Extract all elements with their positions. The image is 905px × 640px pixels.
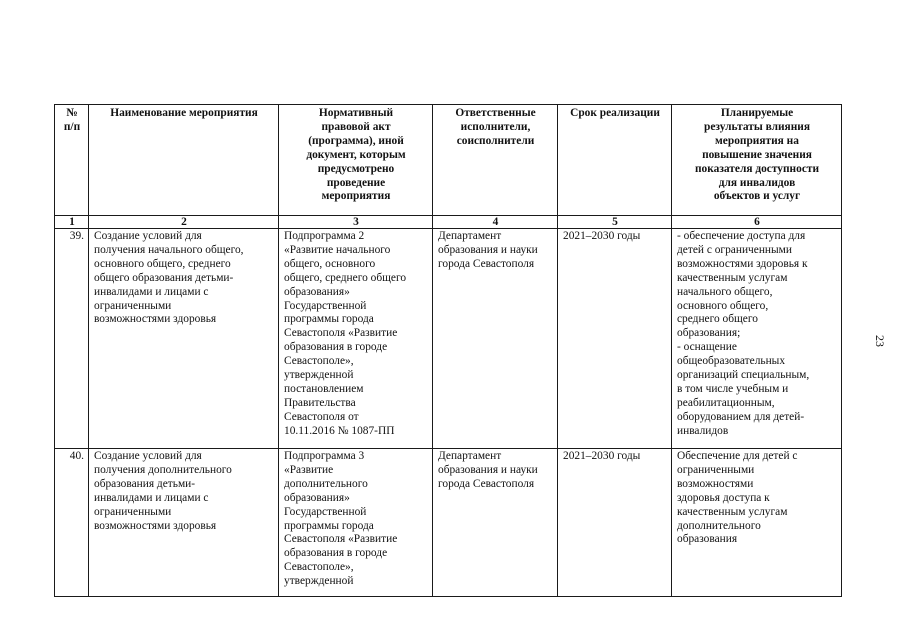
text-line: возможностями здоровья — [94, 313, 217, 326]
text-line: общего, среднего общего — [284, 271, 407, 284]
text-line: результаты влияния — [704, 120, 810, 133]
text-line: Ответственные — [455, 107, 536, 119]
header-planned-results — [672, 105, 842, 216]
text-line: документ, которым — [306, 148, 406, 161]
page-number: 23 — [873, 335, 887, 347]
text-line: «Развитие начального — [284, 243, 391, 256]
text-line: образования» — [284, 491, 350, 504]
text-line: - обеспечение доступа для — [677, 230, 806, 242]
text-line: Севастополе», — [284, 561, 354, 574]
table-row — [55, 229, 842, 449]
text-line: Государственной — [284, 299, 367, 312]
text-line: возможностями здоровья — [94, 519, 217, 532]
text-line: качественным услугам — [677, 271, 788, 284]
text-line: программы города — [284, 519, 374, 532]
text-line: Подпрограмма 2 — [284, 230, 365, 242]
text-line: получения дополнительного — [94, 463, 232, 476]
activity-name — [89, 229, 279, 449]
text-line: среднего общего — [677, 313, 758, 326]
text-line: инвалидов — [677, 424, 729, 437]
text-line: мероприятия на — [715, 134, 799, 147]
text-line: образования; — [677, 327, 741, 340]
column-number-row — [55, 216, 842, 229]
header-activity-name — [89, 105, 279, 216]
header-number — [55, 105, 89, 216]
text-line: соисполнители — [456, 134, 535, 147]
term — [558, 229, 672, 449]
text-line: образования и науки — [438, 463, 538, 476]
text-line: города Севастополя — [438, 257, 535, 270]
text-line: проведение — [326, 176, 386, 189]
text-line: предусмотрено — [317, 162, 395, 175]
text-line: организаций специальным, — [677, 369, 810, 382]
executors — [433, 449, 558, 597]
column-number: 3 — [279, 216, 433, 229]
text-line: Создание условий для — [94, 230, 202, 242]
text-line: города Севастополя — [438, 477, 535, 490]
text-line: Наименование мероприятия — [110, 107, 258, 119]
text-line: Департамент — [438, 450, 502, 462]
text-line: 10.11.2016 № 1087-ПП — [284, 424, 395, 437]
text-line: образования» — [284, 285, 350, 298]
text-line: Севастополе», — [284, 355, 354, 368]
text-line: общеобразовательных — [677, 355, 786, 368]
legal-act — [279, 449, 433, 597]
text-line: образования и науки — [438, 243, 538, 256]
text-line: получения начального общего, — [94, 243, 244, 256]
planned-results — [672, 449, 842, 597]
text-line: основного общего, — [677, 299, 769, 312]
text-line: 2021–2030 годы — [563, 230, 641, 242]
text-line: общего образования детьми- — [94, 271, 234, 284]
text-line: возможностями здоровья к — [677, 257, 808, 270]
text-line: оборудованием для детей- — [677, 410, 805, 423]
text-line: образования в городе — [284, 341, 388, 354]
text-line: исполнители, — [460, 120, 531, 133]
text-line: повышение значения — [702, 148, 812, 161]
text-line: детей с ограниченными — [677, 243, 792, 256]
text-line: программы города — [284, 313, 374, 326]
header-executors — [433, 105, 558, 216]
text-line: показателя доступности — [694, 162, 820, 175]
row-number: 39. — [55, 229, 89, 449]
header-legal-act — [279, 105, 433, 216]
text-line: в том числе учебным и — [677, 382, 789, 395]
text-line: реабилитационным, — [677, 396, 775, 409]
activity-name — [89, 449, 279, 597]
text-line: объектов и услуг — [713, 190, 801, 203]
text-line: образования в городе — [284, 547, 388, 560]
text-line: мероприятия — [321, 190, 391, 203]
text-line: Севастополя от — [284, 410, 359, 423]
text-line: Срок реализации — [570, 107, 660, 119]
table-row — [55, 449, 842, 597]
text-line: инвалидами и лицами с — [94, 491, 209, 504]
text-line: основного общего, среднего — [94, 257, 231, 270]
column-number: 2 — [89, 216, 279, 229]
text-line: ограниченными — [94, 299, 172, 312]
text-line: п/п — [63, 120, 81, 133]
text-line: утвержденной — [284, 369, 354, 382]
text-line: правовой акт — [321, 120, 391, 133]
text-line: «Развитие — [284, 463, 334, 476]
column-number: 5 — [558, 216, 672, 229]
planned-results — [672, 229, 842, 449]
text-line: Департамент — [438, 230, 502, 242]
table-header-row — [55, 105, 842, 216]
text-line: Создание условий для — [94, 450, 202, 462]
text-line: дополнительного — [677, 519, 761, 532]
activities-table — [54, 104, 842, 597]
text-line: Подпрограмма 3 — [284, 450, 365, 462]
text-line: инвалидами и лицами с — [94, 285, 209, 298]
text-line: Планируемые — [720, 107, 794, 119]
text-line: постановлением — [284, 382, 364, 395]
text-line: образования — [677, 533, 738, 546]
text-line: Севастополя «Развитие — [284, 327, 398, 340]
text-line: дополнительного — [284, 477, 368, 490]
text-line: ограниченными — [677, 463, 755, 476]
column-number: 6 — [672, 216, 842, 229]
header-term — [558, 105, 672, 216]
text-line: начального общего, — [677, 285, 773, 298]
executors — [433, 229, 558, 449]
column-number: 4 — [433, 216, 558, 229]
text-line: Нормативный — [318, 107, 394, 119]
row-number: 40. — [55, 449, 89, 597]
text-line: для инвалидов — [718, 176, 796, 189]
text-line: 2021–2030 годы — [563, 450, 641, 462]
text-line: общего, основного — [284, 257, 376, 270]
text-line: возможностями — [677, 477, 754, 490]
column-number: 1 — [55, 216, 89, 229]
text-line: - оснащение — [677, 341, 737, 354]
text-line: ограниченными — [94, 505, 172, 518]
text-line: Обеспечение для детей с — [677, 450, 798, 462]
text-line: Государственной — [284, 505, 367, 518]
text-line: № — [66, 107, 78, 119]
text-line: Правительства — [284, 396, 356, 409]
text-line: здоровья доступа к — [677, 491, 770, 504]
legal-act — [279, 229, 433, 449]
text-line: качественным услугам — [677, 505, 788, 518]
text-line: образования детьми- — [94, 477, 196, 490]
text-line: (программа), иной — [308, 134, 404, 147]
text-line: Севастополя «Развитие — [284, 533, 398, 546]
text-line: утвержденной — [284, 575, 354, 588]
term — [558, 449, 672, 597]
